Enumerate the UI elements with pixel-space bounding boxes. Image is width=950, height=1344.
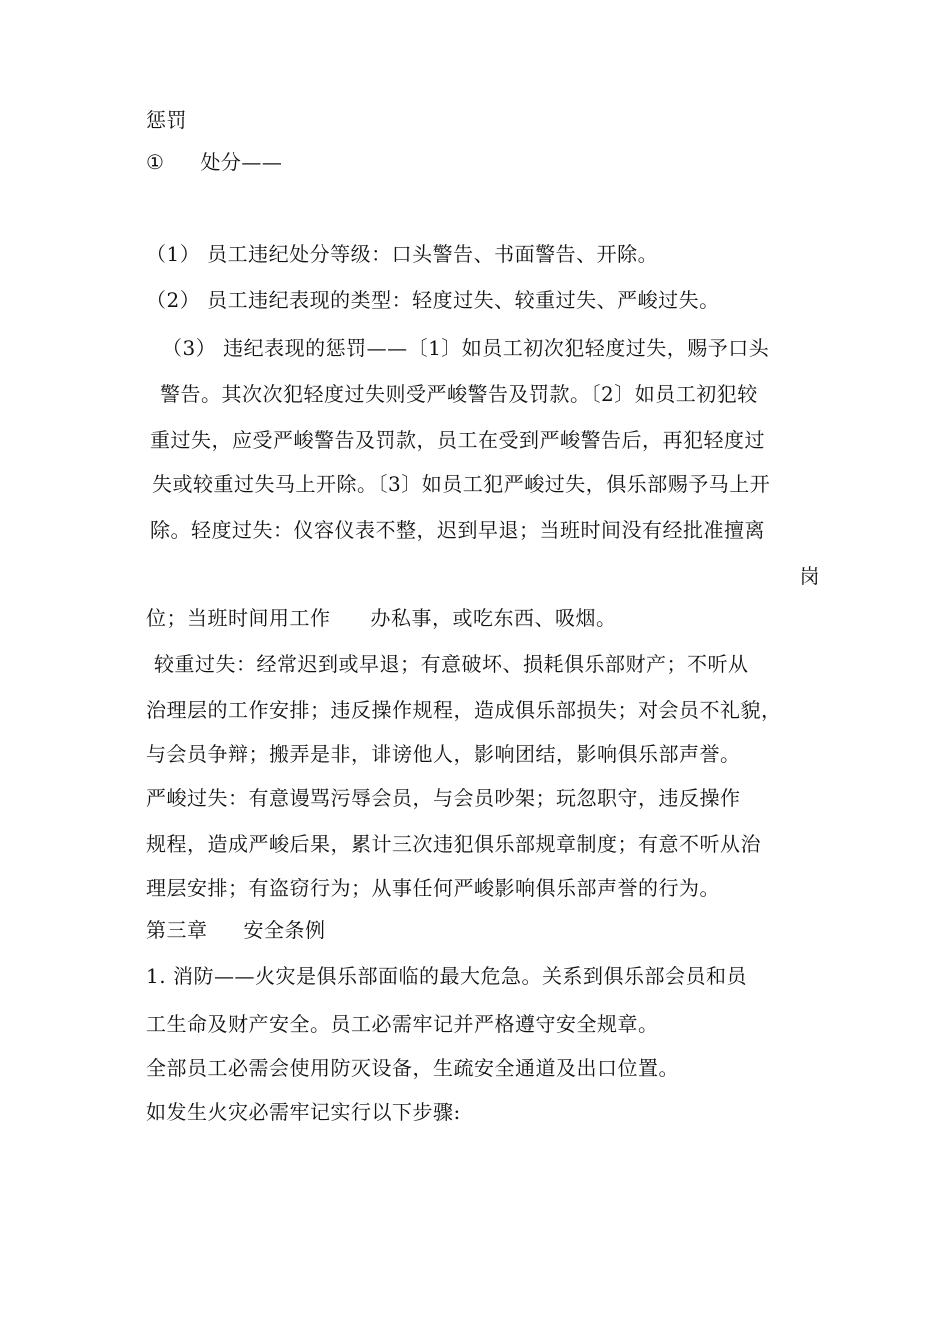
chapter-label: 第三章	[146, 918, 208, 942]
paragraph-line: 全部员工必需会使用防灭设备，生疏安全通道及出口位置。	[146, 1056, 679, 1080]
paragraph-line: 较重过失：经常迟到或早退；有意破坏、损耗俱乐部财产；不听从	[154, 652, 749, 676]
paragraph-line: 失或较重过失马上开除。〔3〕如员工犯严峻过失，俱乐部赐予马上开	[152, 472, 771, 496]
paragraph-line: （3） 违纪表现的惩罚——〔1〕如员工初次犯轻度过失，赐予口头	[162, 336, 770, 360]
item-text: 处分——	[200, 150, 283, 174]
paragraph-line: 警告。其次次犯轻度过失则受严峻警告及罚款。〔2〕如员工初犯较	[160, 382, 758, 406]
paragraph-line: 除。轻度过失：仪容仪表不整，迟到早退；当班时间没有经批准擅离	[150, 518, 765, 542]
paragraph-line: 岗	[799, 564, 820, 588]
paragraph-line	[146, 604, 617, 632]
numbered-item	[146, 148, 282, 176]
section-heading: 惩罚	[146, 108, 187, 132]
chapter-heading	[146, 916, 326, 944]
paragraph-segment: 办私事，或吃东西、吸烟。	[370, 606, 617, 630]
paragraph-line: 规程，造成严峻后果，累计三次违犯俱乐部规章制度；有意不听从治	[146, 832, 761, 856]
paragraph-line: 与会员争辩；搬弄是非，诽谤他人，影响团结，影响俱乐部声誉。	[146, 742, 741, 766]
paragraph-line: 治理层的工作安排；违反操作规程，造成俱乐部损失；对会员不礼貌，	[146, 698, 782, 722]
paragraph-line: 工生命及财产安全。员工必需牢记并严格遵守安全规章。	[146, 1012, 659, 1036]
paragraph-line: 如发生火灾必需牢记实行以下步骤:	[146, 1100, 461, 1124]
paragraph-line: 理层安排；有盗窃行为；从事任何严峻影响俱乐部声誉的行为。	[146, 876, 720, 900]
paragraph-line: 重过失，应受严峻警告及罚款，员工在受到严峻警告后，再犯轻度过	[150, 428, 765, 452]
chapter-title: 安全条例	[243, 918, 326, 942]
paragraph-line: （2） 员工违纪表现的类型：轻度过失、较重过失、严峻过失。	[146, 288, 720, 312]
paragraph-line: （1） 员工违纪处分等级：口头警告、书面警告、开除。	[146, 242, 659, 266]
paragraph-line: 1. 消防——火灾是俱乐部面临的最大危急。关系到俱乐部会员和员	[146, 964, 747, 988]
item-marker: ①	[146, 150, 165, 174]
paragraph-segment: 位；当班时间用工作	[146, 606, 331, 630]
paragraph-line: 严峻过失：有意谩骂污辱会员，与会员吵架；玩忽职守，违反操作	[146, 786, 741, 810]
